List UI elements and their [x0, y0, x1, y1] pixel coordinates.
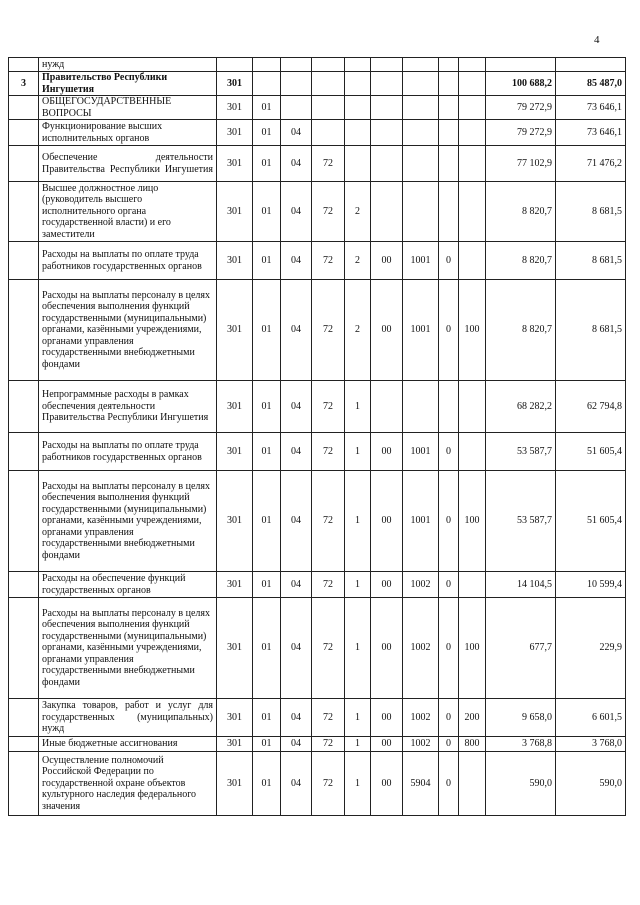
- row-name: Непрограммные расходы в рамках обеспечения деятельности Правительства Республики Ингушетия: [39, 381, 217, 433]
- code-program: 72: [312, 182, 345, 242]
- code-element: 0: [439, 699, 459, 737]
- amount-1: 100 688,2: [486, 72, 556, 96]
- code-subsection: 04: [281, 598, 312, 699]
- code-article: [403, 120, 439, 146]
- code-grbs: 301: [217, 699, 253, 737]
- code-element: 0: [439, 598, 459, 699]
- row-number: [9, 699, 39, 737]
- code-section: 01: [253, 699, 281, 737]
- code-element: [439, 182, 459, 242]
- code-direction: 00: [371, 280, 403, 381]
- code-direction: 00: [371, 752, 403, 816]
- code-section: 01: [253, 737, 281, 752]
- code-direction: [371, 120, 403, 146]
- code-subprogram: 1: [345, 699, 371, 737]
- code-program: [312, 72, 345, 96]
- code-grbs: 301: [217, 120, 253, 146]
- amount-1: 8 820,7: [486, 242, 556, 280]
- amount-2: 85 487,0: [556, 72, 626, 96]
- amount-1: 3 768,8: [486, 737, 556, 752]
- code-expense-type: [459, 752, 486, 816]
- code-subsection: 04: [281, 433, 312, 471]
- code-subsection: 04: [281, 471, 312, 572]
- code-subprogram: 1: [345, 598, 371, 699]
- row-number: [9, 572, 39, 598]
- code-subsection: [281, 72, 312, 96]
- code-subsection: 04: [281, 242, 312, 280]
- code-expense-type: [459, 381, 486, 433]
- code-subsection: 04: [281, 120, 312, 146]
- code-grbs: 301: [217, 381, 253, 433]
- code-expense-type: 200: [459, 699, 486, 737]
- code-direction: 00: [371, 598, 403, 699]
- code-article: 5904: [403, 752, 439, 816]
- amount-1: 677,7: [486, 598, 556, 699]
- code-expense-type: 100: [459, 598, 486, 699]
- amount-2: 73 646,1: [556, 120, 626, 146]
- code-subsection: 04: [281, 699, 312, 737]
- row-name: Расходы на выплаты персоналу в целях обеспечения выполнения функций государственными (муниципальными) органами, казёнными учреждениями, органами управления государственными внебюджетными фондами: [39, 280, 217, 381]
- amount-1: 590,0: [486, 752, 556, 816]
- code-element: 0: [439, 737, 459, 752]
- amount-2: 8 681,5: [556, 280, 626, 381]
- code-program: 72: [312, 280, 345, 381]
- amount-1: 53 587,7: [486, 433, 556, 471]
- code-element: [439, 146, 459, 182]
- code-subsection: 04: [281, 381, 312, 433]
- code-section: 01: [253, 146, 281, 182]
- code-direction: 00: [371, 471, 403, 572]
- code-direction: 00: [371, 242, 403, 280]
- code-subprogram: 2: [345, 242, 371, 280]
- code-article: [403, 72, 439, 96]
- table-row: [9, 280, 626, 381]
- code-program: [312, 120, 345, 146]
- code-grbs: 301: [217, 433, 253, 471]
- code-section: 01: [253, 280, 281, 381]
- table-row: [9, 146, 626, 182]
- amount-1: 68 282,2: [486, 381, 556, 433]
- code-element: [439, 381, 459, 433]
- code-subprogram: 2: [345, 280, 371, 381]
- code-grbs: 301: [217, 96, 253, 120]
- table-row: [9, 572, 626, 598]
- table-row: [9, 737, 626, 752]
- row-name: Расходы на выплаты персоналу в целях обеспечения выполнения функций государственными (муниципальными) органами, казёнными учреждениями, органами управления государственными внебюджетными фондами: [39, 471, 217, 572]
- code-element: 0: [439, 752, 459, 816]
- row-name: Функционирование высших исполнительных органов: [39, 120, 217, 146]
- row-number: [9, 182, 39, 242]
- table-row: [9, 72, 626, 96]
- code-section: 01: [253, 572, 281, 598]
- row-name: ОБЩЕГОСУДАРСТВЕННЫЕ ВОПРОСЫ: [39, 96, 217, 120]
- code-direction: [371, 381, 403, 433]
- amount-1: 8 820,7: [486, 280, 556, 381]
- code-direction: [371, 72, 403, 96]
- row-name: Высшее должностное лицо (руководитель высшего исполнительного органа государственной власти) и его заместители: [39, 182, 217, 242]
- row-name: Осуществление полномочий Российской Федерации по государственной охране объектов культурного наследия федерального значения: [39, 752, 217, 816]
- code-subprogram: 1: [345, 737, 371, 752]
- code-subprogram: 1: [345, 381, 371, 433]
- row-number: [9, 280, 39, 381]
- amount-1: 8 820,7: [486, 182, 556, 242]
- amount-2: 590,0: [556, 752, 626, 816]
- table-row: [9, 471, 626, 572]
- code-expense-type: 800: [459, 737, 486, 752]
- code-grbs: 301: [217, 598, 253, 699]
- table-row: [9, 96, 626, 120]
- amount-2: 8 681,5: [556, 182, 626, 242]
- code-grbs: 301: [217, 572, 253, 598]
- code-article: [403, 146, 439, 182]
- row-number: [9, 120, 39, 146]
- table-row: [9, 699, 626, 737]
- table-row: [9, 182, 626, 242]
- code-subsection: 04: [281, 572, 312, 598]
- row-number: [9, 96, 39, 120]
- row-number: [9, 737, 39, 752]
- code-program: 72: [312, 146, 345, 182]
- code-direction: [371, 146, 403, 182]
- code-subprogram: 1: [345, 752, 371, 816]
- code-expense-type: [459, 433, 486, 471]
- code-program: 72: [312, 752, 345, 816]
- code-direction: 00: [371, 737, 403, 752]
- table-row: [9, 752, 626, 816]
- code-grbs: 301: [217, 280, 253, 381]
- code-grbs: 301: [217, 471, 253, 572]
- amount-1: 53 587,7: [486, 471, 556, 572]
- code-section: 01: [253, 598, 281, 699]
- row-name: Закупка товаров, работ и услуг для государственных (муниципальных) нужд: [39, 699, 217, 737]
- code-grbs: 301: [217, 737, 253, 752]
- page-number: 4: [594, 34, 600, 46]
- code-section: 01: [253, 242, 281, 280]
- row-name: Иные бюджетные ассигнования: [39, 737, 217, 752]
- code-program: 72: [312, 699, 345, 737]
- code-section: 01: [253, 381, 281, 433]
- code-section: 01: [253, 96, 281, 120]
- code-subprogram: [345, 146, 371, 182]
- code-element: [439, 120, 459, 146]
- row-name: Обеспечение деятельности Правительства Республики Ингушетия: [39, 146, 217, 182]
- continuation-row: [9, 58, 626, 72]
- row-name: Расходы на выплаты по оплате труда работников государственных органов: [39, 433, 217, 471]
- code-grbs: 301: [217, 242, 253, 280]
- amount-2: 51 605,4: [556, 471, 626, 572]
- row-name: нужд: [39, 58, 217, 72]
- amount-2: 6 601,5: [556, 699, 626, 737]
- amount-2: 8 681,5: [556, 242, 626, 280]
- amount-2: 229,9: [556, 598, 626, 699]
- code-section: 01: [253, 471, 281, 572]
- code-subprogram: [345, 72, 371, 96]
- amount-1: 79 272,9: [486, 96, 556, 120]
- row-name: Правительство Республики Ингушетия: [39, 72, 217, 96]
- code-direction: [371, 182, 403, 242]
- code-section: 01: [253, 182, 281, 242]
- table-row: [9, 433, 626, 471]
- code-subprogram: [345, 120, 371, 146]
- code-element: 0: [439, 242, 459, 280]
- code-article: 1001: [403, 433, 439, 471]
- amount-2: 62 794,8: [556, 381, 626, 433]
- code-program: 72: [312, 471, 345, 572]
- code-program: 72: [312, 433, 345, 471]
- code-article: [403, 96, 439, 120]
- code-program: 72: [312, 572, 345, 598]
- code-grbs: 301: [217, 146, 253, 182]
- amount-2: 10 599,4: [556, 572, 626, 598]
- code-direction: 00: [371, 572, 403, 598]
- code-direction: 00: [371, 433, 403, 471]
- code-element: 0: [439, 433, 459, 471]
- code-subprogram: 1: [345, 572, 371, 598]
- code-grbs: 301: [217, 752, 253, 816]
- table-row: [9, 120, 626, 146]
- code-subsection: 04: [281, 146, 312, 182]
- code-article: 1001: [403, 471, 439, 572]
- code-section: 01: [253, 120, 281, 146]
- code-program: 72: [312, 381, 345, 433]
- code-expense-type: [459, 146, 486, 182]
- code-expense-type: 100: [459, 280, 486, 381]
- code-direction: [371, 96, 403, 120]
- code-article: 1001: [403, 280, 439, 381]
- code-element: [439, 72, 459, 96]
- code-element: 0: [439, 572, 459, 598]
- row-number: [9, 381, 39, 433]
- amount-2: 71 476,2: [556, 146, 626, 182]
- amount-1: 14 104,5: [486, 572, 556, 598]
- code-section: 01: [253, 752, 281, 816]
- code-element: [439, 96, 459, 120]
- code-subsection: 04: [281, 182, 312, 242]
- code-program: [312, 96, 345, 120]
- row-number: [9, 752, 39, 816]
- code-subsection: [281, 96, 312, 120]
- code-element: 0: [439, 280, 459, 381]
- row-number: [9, 433, 39, 471]
- amount-1: 77 102,9: [486, 146, 556, 182]
- code-subprogram: [345, 96, 371, 120]
- code-direction: 00: [371, 699, 403, 737]
- budget-table: [8, 57, 626, 816]
- code-article: [403, 182, 439, 242]
- code-section: [253, 72, 281, 96]
- code-subprogram: 1: [345, 433, 371, 471]
- code-section: 01: [253, 433, 281, 471]
- code-expense-type: [459, 242, 486, 280]
- row-number: [9, 471, 39, 572]
- code-subprogram: 1: [345, 471, 371, 572]
- code-element: 0: [439, 471, 459, 572]
- amount-2: 51 605,4: [556, 433, 626, 471]
- table-row: [9, 242, 626, 280]
- code-subsection: 04: [281, 752, 312, 816]
- code-expense-type: [459, 72, 486, 96]
- code-expense-type: [459, 120, 486, 146]
- code-subsection: 04: [281, 280, 312, 381]
- code-program: 72: [312, 737, 345, 752]
- table-row: [9, 598, 626, 699]
- code-subprogram: 2: [345, 182, 371, 242]
- code-grbs: 301: [217, 72, 253, 96]
- code-expense-type: [459, 572, 486, 598]
- code-subsection: 04: [281, 737, 312, 752]
- code-article: 1002: [403, 737, 439, 752]
- amount-2: 3 768,0: [556, 737, 626, 752]
- row-name: Расходы на выплаты персоналу в целях обеспечения выполнения функций государственными (муниципальными) органами, казёнными учреждениями, органами управления государственными внебюджетными фондами: [39, 598, 217, 699]
- row-number: [9, 146, 39, 182]
- row-name: Расходы на выплаты по оплате труда работников государственных органов: [39, 242, 217, 280]
- row-name: Расходы на обеспечение функций государственных органов: [39, 572, 217, 598]
- code-article: 1001: [403, 242, 439, 280]
- code-grbs: 301: [217, 182, 253, 242]
- code-program: 72: [312, 242, 345, 280]
- amount-1: 79 272,9: [486, 120, 556, 146]
- amount-2: 73 646,1: [556, 96, 626, 120]
- row-number: 3: [9, 72, 39, 96]
- code-expense-type: 100: [459, 471, 486, 572]
- code-program: 72: [312, 598, 345, 699]
- row-number: [9, 242, 39, 280]
- table-row: [9, 381, 626, 433]
- code-article: 1002: [403, 598, 439, 699]
- code-article: 1002: [403, 699, 439, 737]
- code-expense-type: [459, 182, 486, 242]
- code-article: [403, 381, 439, 433]
- amount-1: 9 658,0: [486, 699, 556, 737]
- code-article: 1002: [403, 572, 439, 598]
- code-expense-type: [459, 96, 486, 120]
- row-number: [9, 598, 39, 699]
